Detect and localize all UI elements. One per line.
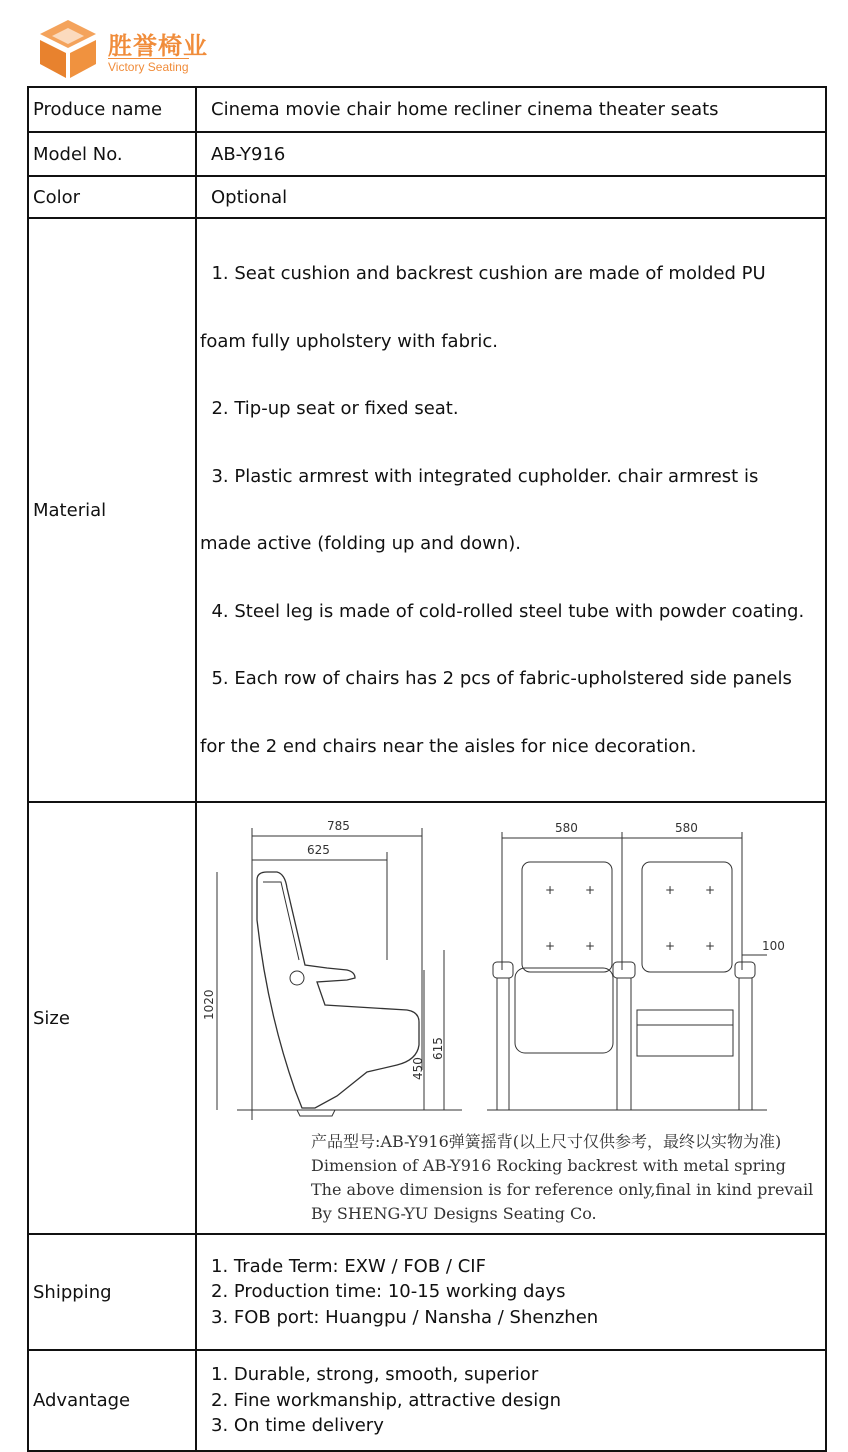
- svg-text:+: +: [705, 883, 716, 897]
- row-material: [28, 218, 826, 802]
- value-color: Optional: [196, 176, 826, 218]
- chair-dimension-drawing: [197, 810, 797, 1130]
- material-line: for the 2 end chairs near the aisles for nice decoration.: [200, 735, 697, 757]
- row-advantage: [28, 1350, 826, 1451]
- label-shipping: Shipping: [28, 1234, 196, 1350]
- material-line: 5. Each row of chairs has 2 pcs of fabric-upholstered side panels: [200, 668, 792, 689]
- svg-text:+: +: [585, 939, 596, 953]
- material-line: 2. Tip-up seat or fixed seat.: [200, 398, 459, 419]
- dim-arm-width: 100: [762, 939, 785, 953]
- side-view-labels: [202, 819, 445, 1080]
- label-model: Model No.: [28, 132, 196, 176]
- svg-text:+: +: [665, 939, 676, 953]
- svg-text:+: +: [545, 939, 556, 953]
- row-shipping: [28, 1234, 826, 1350]
- brand-name-cn: 胜誉椅业: [108, 32, 208, 60]
- row-product-name: [28, 87, 826, 132]
- material-line: 3. Plastic armrest with integrated cupholder. chair armrest is: [200, 465, 759, 487]
- chair-front-view: [487, 832, 767, 1110]
- svg-text:+: +: [585, 883, 596, 897]
- dim-depth-seat: 625: [307, 843, 330, 857]
- advantage-line: 2. Fine workmanship, attractive design: [211, 1389, 562, 1411]
- row-model: [28, 132, 826, 176]
- shipping-line: 2. Production time: 10-15 working days: [211, 1281, 566, 1303]
- brand-logo: [36, 18, 236, 82]
- row-size: [28, 802, 826, 1234]
- advantage-line: 1. Durable, strong, smooth, superior: [211, 1364, 539, 1386]
- value-shipping: [196, 1234, 826, 1350]
- dim-arm-height: 615: [431, 1037, 445, 1060]
- value-material: [196, 218, 826, 802]
- svg-text:+: +: [705, 939, 716, 953]
- caption-line: Dimension of AB-Y916 Rocking backrest with metal spring: [311, 1156, 786, 1175]
- caption-line: The above dimension is for reference only,final in kind prevail: [311, 1180, 814, 1199]
- dim-seat-height: 450: [411, 1057, 425, 1080]
- svg-text:+: +: [545, 883, 556, 897]
- size-caption: [311, 1130, 825, 1226]
- material-line: 1. Seat cushion and backrest cushion are made of molded PU: [200, 263, 766, 284]
- material-line: 4. Steel leg is made of cold-rolled steel tube with powder coating.: [200, 600, 805, 622]
- front-view-labels: [545, 821, 785, 953]
- value-size: [196, 802, 826, 1234]
- row-color: [28, 176, 826, 218]
- dim-width-1: 580: [555, 821, 578, 835]
- label-product-name: Produce name: [28, 87, 196, 132]
- advantage-line: 3. On time delivery: [211, 1415, 384, 1437]
- material-line: made active (folding up and down).: [200, 533, 522, 554]
- shipping-line: 1. Trade Term: EXW / FOB / CIF: [211, 1255, 486, 1277]
- caption-line: By SHENG-YU Designs Seating Co.: [311, 1204, 597, 1223]
- dim-height: 1020: [202, 989, 216, 1020]
- dim-width-2: 580: [675, 821, 698, 835]
- spec-table: [27, 86, 827, 1452]
- label-size: Size: [28, 802, 196, 1234]
- label-material: Material: [28, 218, 196, 802]
- cube-logo-icon: [36, 18, 100, 80]
- material-line: foam fully upholstery with fabric.: [200, 330, 499, 352]
- chair-side-view: [217, 828, 462, 1120]
- caption-line: 产品型号:AB-Y916弹簧摇背(以上尺寸仅供参考，最终以实物为准): [311, 1132, 782, 1151]
- svg-text:+: +: [665, 883, 676, 897]
- value-advantage: [196, 1350, 826, 1451]
- shipping-line: 3. FOB port: Huangpu / Nansha / Shenzhen: [211, 1306, 599, 1328]
- value-product-name: Cinema movie chair home recliner cinema theater seats: [196, 87, 826, 132]
- dim-depth-total: 785: [327, 819, 350, 833]
- label-advantage: Advantage: [28, 1350, 196, 1451]
- label-color: Color: [28, 176, 196, 218]
- brand-name-en: Victory Seating: [108, 60, 189, 74]
- value-model: AB-Y916: [196, 132, 826, 176]
